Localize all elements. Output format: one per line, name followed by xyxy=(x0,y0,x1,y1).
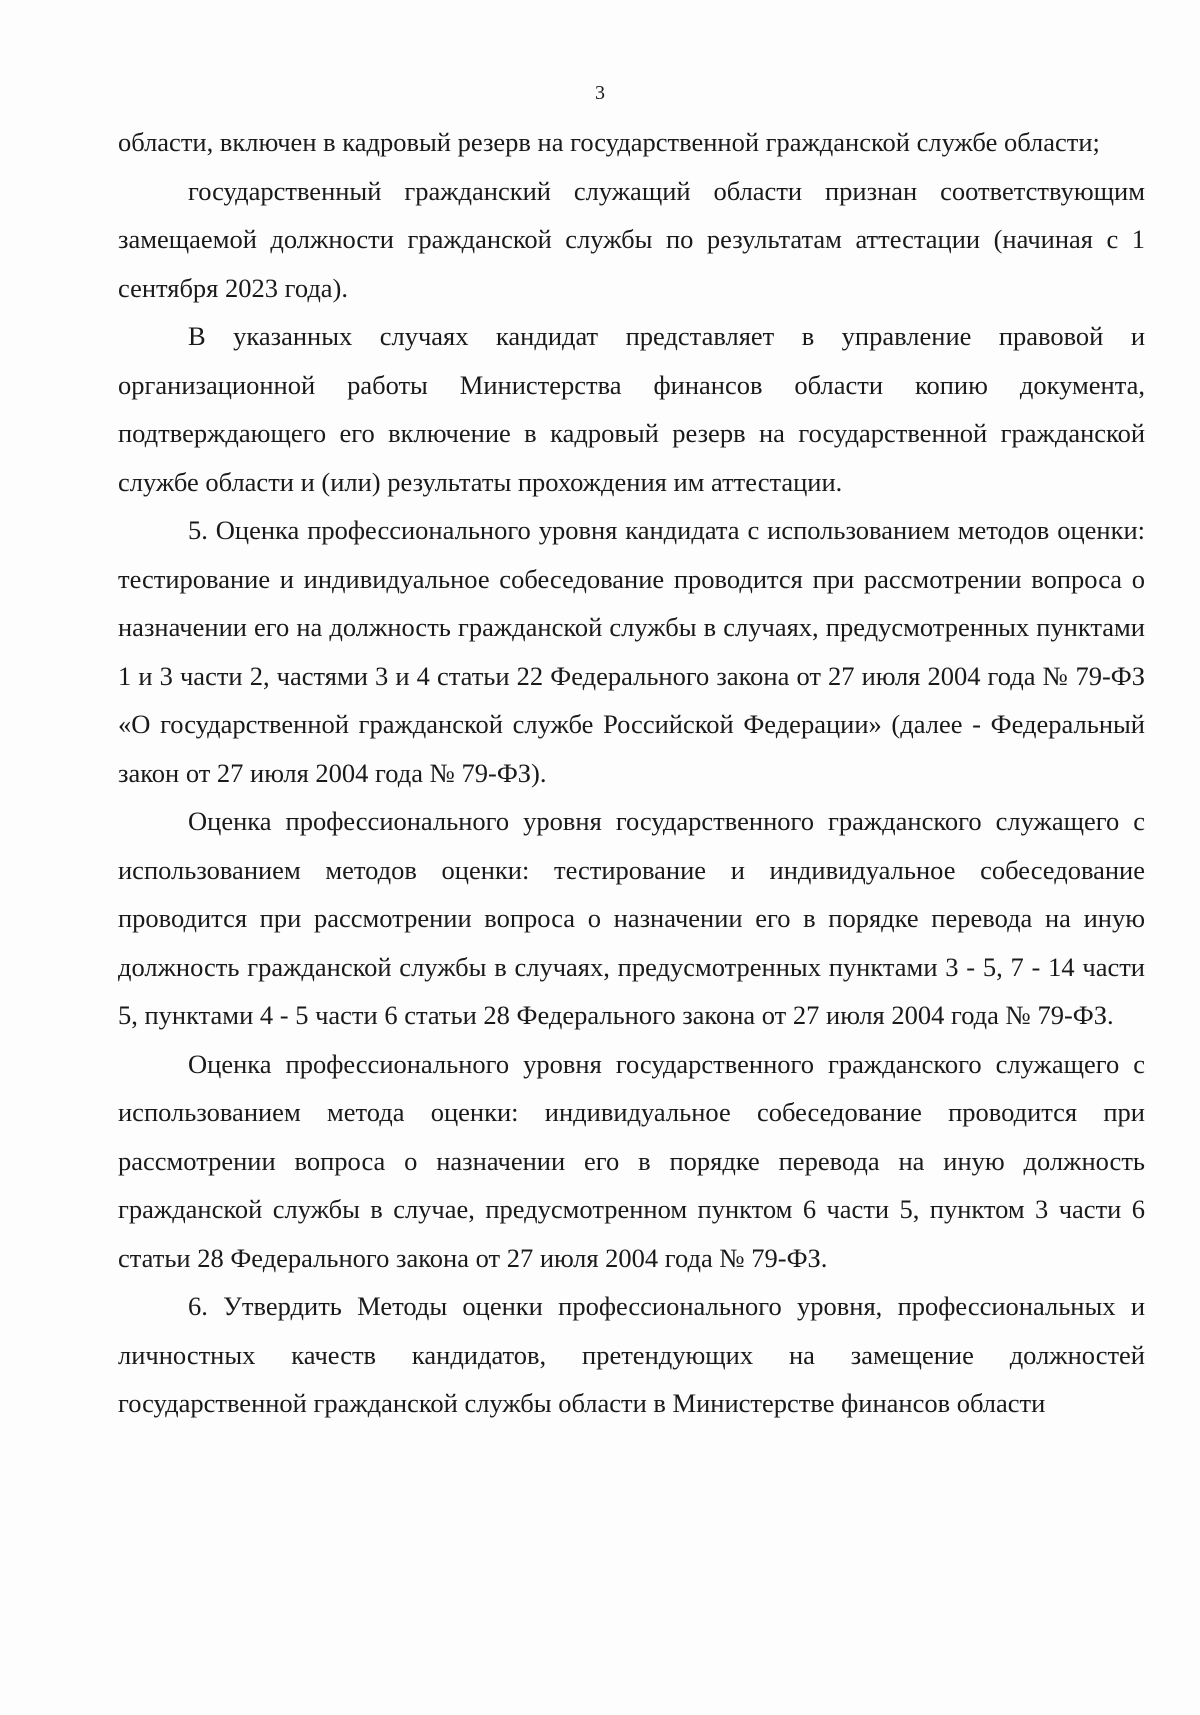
paragraph-transfer-assessment: Оценка профессионального уровня государственного гражданского служащего с использованием методов оценки: тестирование и индивидуальное собеседование проводится при рассмотрении вопроса о назначении его в порядке перевода на иную должность гражданской службы в случаях, предусмотренных пунктами 3 - 5, 7 - 14 части 5, пунктами 4 - 5 части 6 статьи 28 Федерального закона от 27 июля 2004 года № 79-ФЗ. xyxy=(118,806,1145,1030)
paragraph-attestation: государственный гражданский служащий области признан соответствующим замещаемой должности гражданской службы по результатам аттестации (начиная с 1 сентября 2023 года). xyxy=(118,175,1145,303)
paragraph-continuation: области, включен в кадровый резерв на государственной гражданской службе области; xyxy=(118,127,1100,157)
page-number: 3 xyxy=(595,82,605,104)
document-body xyxy=(118,118,1145,1428)
paragraph-item-5: 5. Оценка профессионального уровня кандидата с использованием методов оценки: тестирование и индивидуальное собеседование проводится при рассмотрении вопроса о назначении его на должность гражданской службы в случаях, предусмотренных пунктами 1 и 3 части 2, частями 3 и 4 статьи 22 Федерального закона от 27 июля 2004 года № 79-ФЗ «О государственной гражданской службе Российской Федерации» (далее - Федеральный закон от 27 июля 2004 года № 79-ФЗ). xyxy=(118,515,1145,788)
paragraph-item-6: 6. Утвердить Методы оценки профессионального уровня, профессиональных и личностных качеств кандидатов, претендующих на замещение должностей государственной гражданской службы области в Министерстве финансов области xyxy=(118,1291,1145,1418)
paragraph-interview-assessment: Оценка профессионального уровня государственного гражданского служащего с использованием метода оценки: индивидуальное собеседование проводится при рассмотрении вопроса о назначении его в порядке перевода на иную должность гражданской службы в случае, предусмотренном пунктом 6 части 5, пунктом 3 части 6 статьи 28 Федерального закона от 27 июля 2004 года № 79-ФЗ. xyxy=(118,1048,1145,1273)
paragraph-candidate-documents: В указанных случаях кандидат представляет в управление правовой и организационной работы Министерства финансов области копию документа, подтверждающего его включение в кадровый резерв на государственной гражданской службе области и (или) результаты прохождения им аттестации. xyxy=(118,321,1145,497)
